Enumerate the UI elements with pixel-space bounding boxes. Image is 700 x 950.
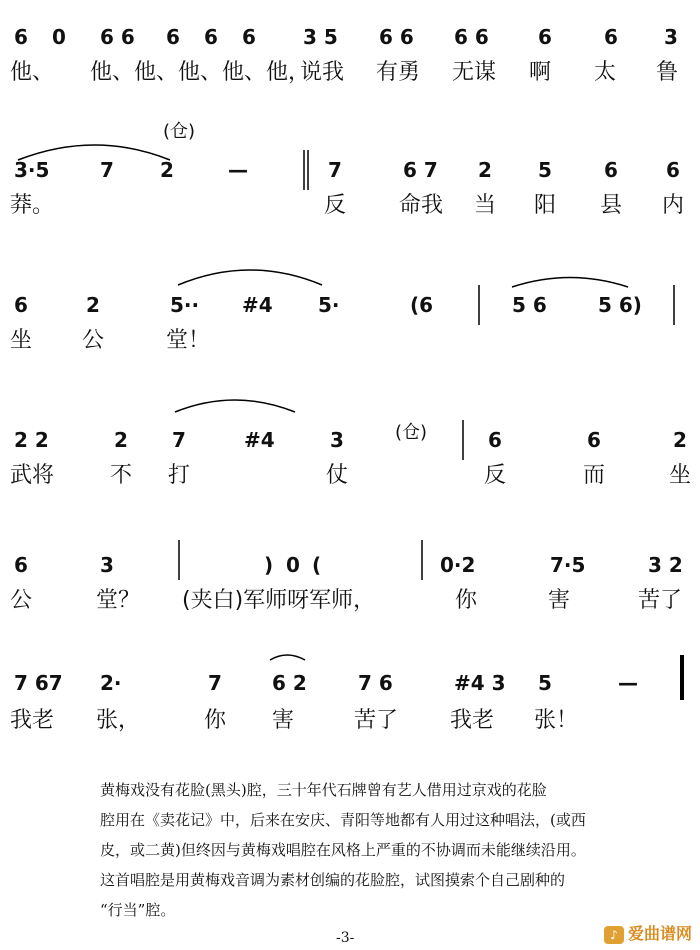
note: 7	[328, 158, 342, 182]
note-line: 腔用在《卖花记》中，后来在安庆、青阳等地都有人用过这种唱法，(或西	[100, 811, 586, 829]
note: 2	[114, 428, 128, 452]
note: 5	[538, 671, 552, 695]
lyric: 鲁	[656, 60, 679, 85]
lyric: 命我	[399, 193, 444, 218]
lyric: 无谋	[452, 60, 497, 85]
note: 5·	[318, 293, 340, 317]
note: 0	[286, 553, 300, 577]
note: 6	[604, 158, 618, 182]
lyric: 堂？	[96, 588, 141, 613]
note: 6 6	[454, 25, 489, 49]
lyric: 内	[662, 193, 685, 218]
note: —	[228, 158, 248, 182]
note: 2	[673, 428, 687, 452]
lyric: (夹白)军师呀军师，	[182, 588, 376, 613]
lyric: 我老	[10, 708, 55, 733]
note: 0·2	[440, 553, 476, 577]
note: 2 2	[14, 428, 49, 452]
lyric: 莽。	[10, 193, 55, 218]
note: #4 3	[454, 671, 506, 695]
note: 6	[14, 293, 28, 317]
lyric: 说我	[300, 60, 345, 85]
note: 6 7	[403, 158, 438, 182]
lyric: 而	[583, 463, 606, 488]
lyric: 仗	[326, 463, 349, 488]
lyric: 我老	[450, 708, 495, 733]
lyric: 张，	[96, 708, 141, 733]
note: 6	[666, 158, 680, 182]
lyric: 堂！	[166, 328, 211, 353]
note: 3 5	[303, 25, 338, 49]
note: 7	[208, 671, 222, 695]
lyric: 有勇	[376, 60, 421, 85]
lyric: 反	[324, 193, 347, 218]
note: 3	[100, 553, 114, 577]
lyric: 你	[455, 588, 478, 613]
note-paragraph	[100, 775, 660, 925]
note: (6	[410, 293, 434, 317]
note: 6	[204, 25, 218, 49]
note: 2	[160, 158, 174, 182]
note: #4	[242, 293, 273, 317]
lyric: 张！	[534, 708, 579, 733]
note: 3	[664, 25, 678, 49]
lyric: 他、他、他、他、他，	[90, 60, 311, 85]
watermark-text: 爱曲谱网	[627, 924, 692, 943]
note: —	[618, 671, 638, 695]
note: 6 6	[100, 25, 135, 49]
note: 7	[172, 428, 186, 452]
note: 6	[14, 553, 28, 577]
note: 5 6)	[598, 293, 642, 317]
lyric: 苦了	[354, 708, 399, 733]
note-line: “行当”腔。	[100, 901, 176, 919]
note: 7 67	[14, 671, 63, 695]
note: 2·	[100, 671, 122, 695]
note: 7	[100, 158, 114, 182]
note: 6	[604, 25, 618, 49]
note: 6	[587, 428, 601, 452]
note: 5 6	[512, 293, 547, 317]
lyric: 阳	[534, 193, 557, 218]
note: (	[312, 553, 322, 577]
note-line: 黄梅戏没有花脸(黑头)腔，三十年代石牌曾有艺人借用过京戏的花脸	[100, 781, 547, 799]
lyric: 害	[272, 708, 295, 733]
lyric: 武将	[10, 463, 55, 488]
note: #4	[244, 428, 275, 452]
lyric: 坐	[10, 328, 33, 353]
note: 6 6	[379, 25, 414, 49]
note: )	[264, 553, 274, 577]
note: 6	[488, 428, 502, 452]
watermark	[604, 921, 692, 944]
note: 7·5	[550, 553, 586, 577]
lyric: 反	[484, 463, 507, 488]
note: 5··	[170, 293, 200, 317]
note: 3·5	[14, 158, 50, 182]
lyric: 公	[82, 328, 105, 353]
note: 0	[52, 25, 66, 49]
percussion-marking: (仓)	[395, 422, 428, 443]
lyric: 坐	[669, 463, 692, 488]
percussion-marking: (仓)	[163, 121, 196, 142]
note: 2	[478, 158, 492, 182]
lyric: 打	[168, 463, 191, 488]
lyric: 害	[548, 588, 571, 613]
lyric: 他、	[10, 60, 55, 85]
lyric: 苦了	[638, 588, 683, 613]
note: 2	[86, 293, 100, 317]
lyric: 太	[594, 60, 617, 85]
music-note-icon: ♪	[604, 926, 624, 944]
note: 3	[330, 428, 344, 452]
note: 6	[166, 25, 180, 49]
lyric: 公	[10, 588, 33, 613]
note: 6	[242, 25, 256, 49]
note: 6	[538, 25, 552, 49]
lyric: 当	[474, 193, 497, 218]
lyric: 你	[204, 708, 227, 733]
note: 5	[538, 158, 552, 182]
page-number: -3-	[336, 930, 355, 946]
lyric: 不	[110, 463, 133, 488]
note-line: 这首唱腔是用黄梅戏音调为素材创编的花脸腔，试图摸索个自己剧种的	[100, 871, 566, 889]
note: 6	[14, 25, 28, 49]
lyric: 啊	[529, 60, 552, 85]
lyric: 县	[600, 193, 623, 218]
note: 6 2	[272, 671, 307, 695]
note: 3 2	[648, 553, 683, 577]
note-line: 皮，或二黄)但终因与黄梅戏唱腔在风格上严重的不协调而未能继续沿用。	[100, 841, 586, 859]
note: 7 6	[358, 671, 393, 695]
